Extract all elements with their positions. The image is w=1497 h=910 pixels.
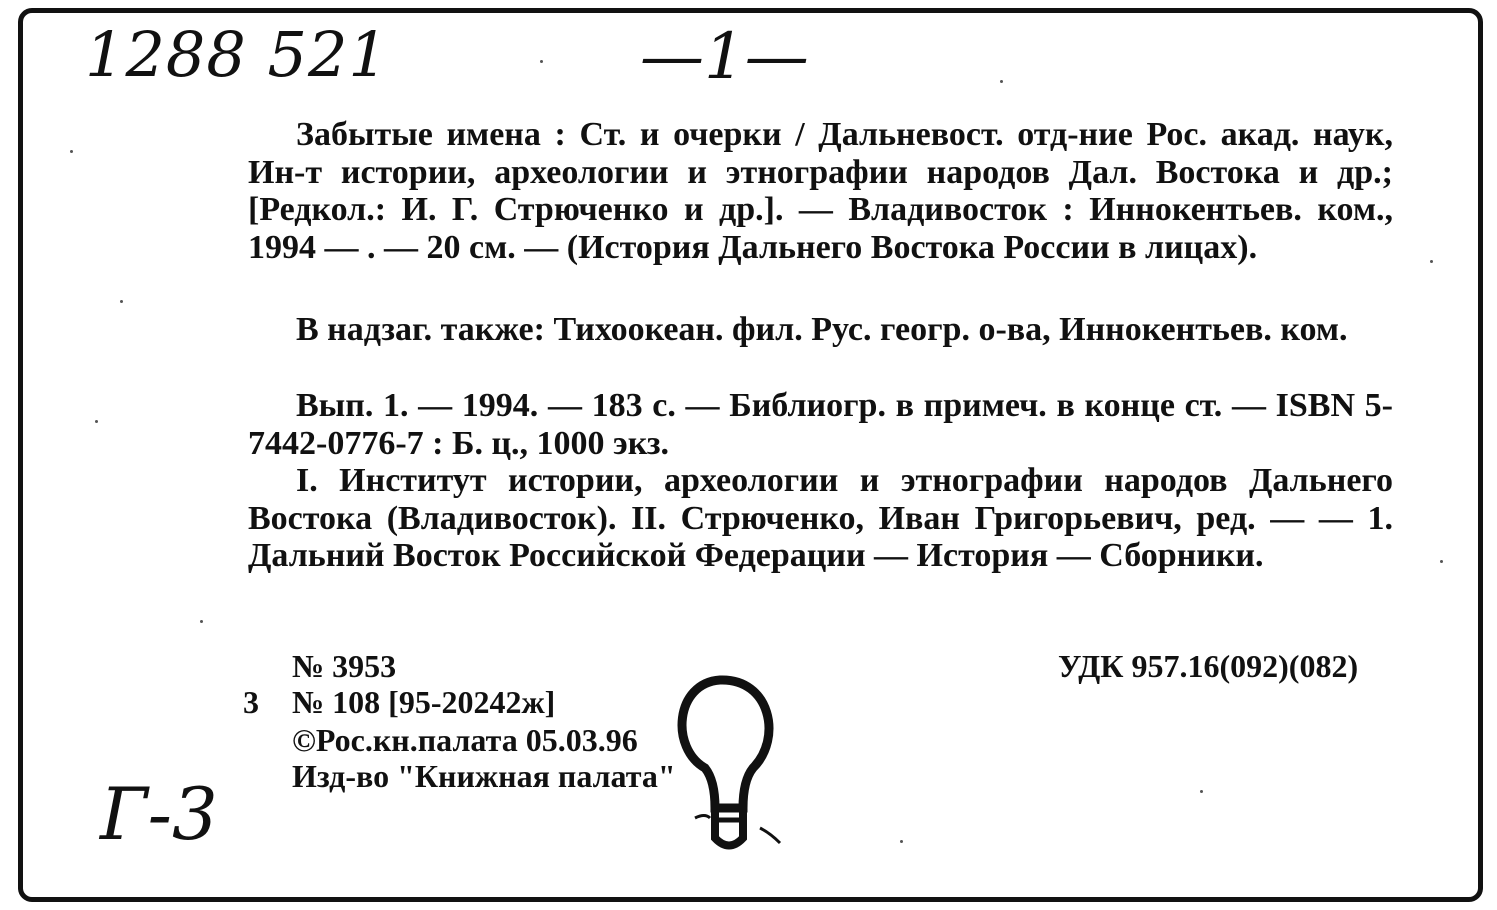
speck xyxy=(1000,80,1003,83)
speck xyxy=(1200,790,1203,793)
speck xyxy=(95,420,98,423)
speck xyxy=(70,150,73,153)
note-text: В надзаг. также: Тихоокеан. фил. Рус. геогр. о-ва, Иннокентьев. ком. xyxy=(296,311,1348,348)
volume-paragraph xyxy=(248,387,1393,462)
shelf-mark-handwritten: Г-3 xyxy=(100,772,218,856)
volume-text: Вып. 1. — 1994. — 183 с. — Библиогр. в примеч. в конце ст. — ISBN 5-7442-0776-7 : Б. ц., 1000 экз. xyxy=(248,387,1393,462)
speck xyxy=(540,60,543,63)
main-entry-paragraph xyxy=(248,116,1393,266)
publisher-line: Изд-во "Книжная палата" xyxy=(292,758,676,794)
tracings-paragraph xyxy=(248,462,1393,575)
page-number-handwritten: —1— xyxy=(640,20,809,94)
note-paragraph xyxy=(248,311,1393,349)
book-chamber-line: ©Рос.кн.палата 05.03.96 xyxy=(292,722,638,758)
speck xyxy=(120,300,123,303)
registration-number: № 108 [95-20242ж] xyxy=(292,684,556,720)
record-number: № 3953 xyxy=(292,648,397,684)
lightbulb-stamp-icon xyxy=(665,668,795,868)
speck xyxy=(900,840,903,843)
udk-code: УДК 957.16(092)(082) xyxy=(1058,648,1359,684)
speck xyxy=(200,620,203,623)
tracings-text: I. Институт истории, археологии и этнографии народов Дальнего Востока (Владивосток). II. Стрюченко, Иван Григорьевич, ред. — — 1. Дальний Восток Российской Федерации — История — Сборники. xyxy=(248,462,1393,574)
inventory-number-handwritten: 1288 521 xyxy=(85,18,389,91)
speck xyxy=(1430,260,1433,263)
number-prefix: 3 xyxy=(243,684,259,720)
speck xyxy=(1440,560,1443,563)
main-entry-text: Забытые имена : Ст. и очерки / Дальневост. отд-ние Рос. акад. наук, Ин-т истории, археологии и этнографии народов Дал. Востока и др.; [Редкол.: И. Г. Стрюченко и др.]. — Владивосток : Иннокентьев. ком., 1994 — . — 20 см. — (История Дальнего Востока России в лицах). xyxy=(248,116,1393,266)
